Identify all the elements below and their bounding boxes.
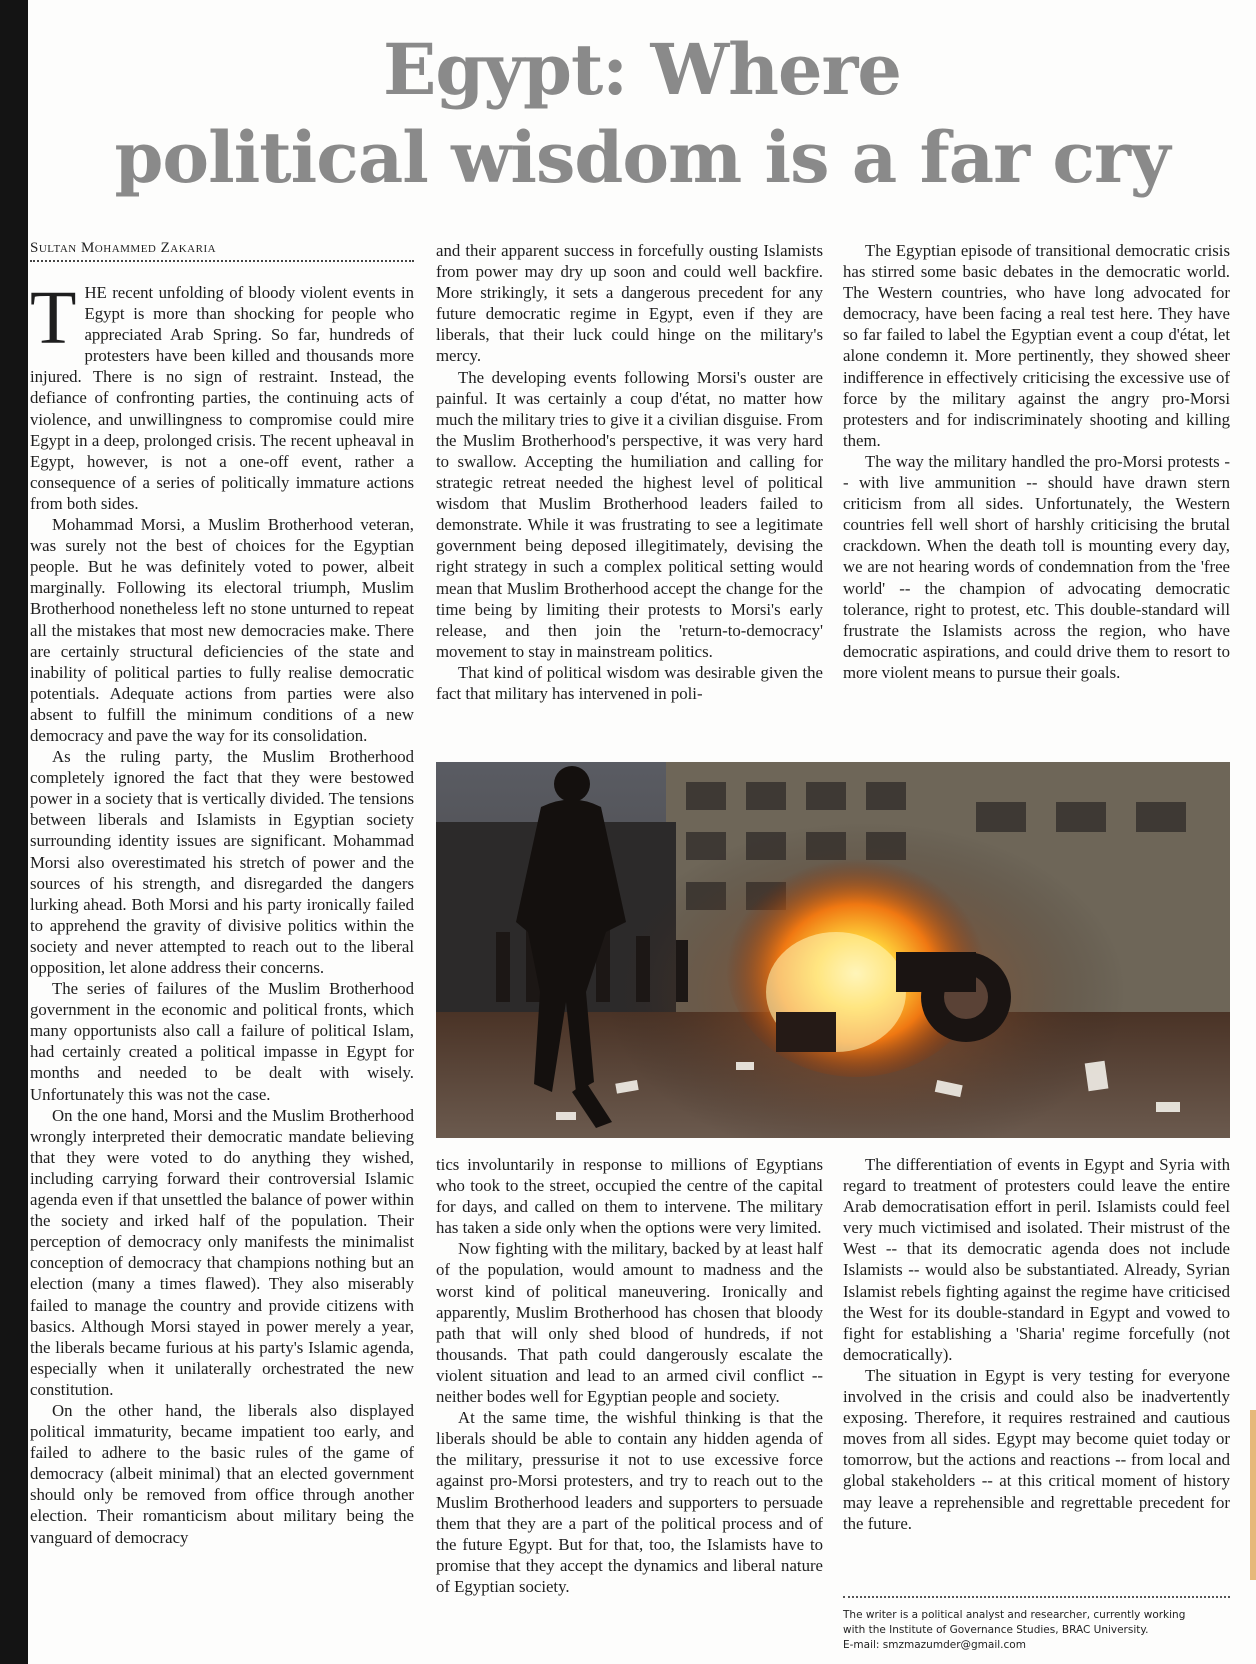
author-note-rule: [843, 1596, 1230, 1598]
column-middle-top: [436, 240, 823, 704]
drop-cap: T: [30, 276, 77, 360]
paragraph: The series of failures of the Muslim Brotherhood government in the economic and political fronts, which many opportunists also call a failure of political Islam, had certainly created a political impasse in Egypt for months and needed to be dealt with wisely. Unfortunately this was not the case.: [30, 979, 414, 1104]
column-left: [30, 276, 414, 1548]
paragraph: Now fighting with the military, backed by at least half of the population, would amount to madness and the worst kind of political maneuvering. Ironically and apparently, Muslim Brotherhood has chosen that bloody path that will only shed blood of hundreds, if not thousands. That path could dangerously escalate the violent situation and lead to an armed civil conflict -- neither bodes well for Egyptian people and society.: [436, 1239, 823, 1407]
byline: Sultan Mohammed Zakaria: [30, 240, 217, 256]
author-note: [843, 1608, 1230, 1653]
paragraph: tics involuntarily in response to millions of Egyptians who took to the street, occupied the centre of the capital for days, and called on them to intervene. The military has taken a side only when the options were very limited.: [436, 1155, 823, 1238]
author-note-line: The writer is a political analyst and researcher, currently working: [843, 1609, 1186, 1621]
paragraph: The developing events following Morsi's ouster are painful. It was certainly a coup d'état, no matter how much the military tries to give it a civilian disguise. From the Muslim Brotherhood's perspective, it was very hard to swallow. Accepting the humiliation and calling for strategic retreat needed the highest level of political wisdom that Muslim Brotherhood leaders failed to demonstrate. While it was frustrating to see a legitimate government being deposed illegitimately, devising the right strategy in such a complex political setting would mean that Muslim Brotherhood accept the change for the time being by limiting their protests to Morsi's early release, and then join the 'return-to-democracy' movement to stay in mainstream politics.: [436, 367, 823, 661]
author-email: E-mail: smzmazumder@gmail.com: [843, 1639, 1026, 1651]
page-edge-tab: [1250, 1410, 1256, 1580]
byline-rule: [30, 260, 414, 262]
column-right-bottom: [843, 1154, 1230, 1534]
headline: [28, 26, 1256, 202]
paragraph: Mohammad Morsi, a Muslim Brotherhood veteran, was surely not the best of choices for the Egyptian people. But he was definitely voted to power, albeit marginally. Following its electoral triumph, Muslim Brotherhood nonetheless left no stone unturned to repeat all the mistakes that most new democracies make. There are certainly structural deficiencies of the state and inability of political parties to fully realise democratic potentials. Adequate actions from parties were also absent to fulfill the minimum conditions of a new democracy and pave the way for its consolidation.: [30, 515, 414, 745]
paragraph: On the one hand, Morsi and the Muslim Brotherhood wrongly interpreted their democratic mandate believing that they were voted to do anything they wished, including carrying forward their controversial Islamic agenda even if that unsettled the balance of power within the society and irked half of the population. Their perception of democracy only manifests the minimalist conception of democracy that champions nothing but an election (many a times flawed). They also miserably failed to manage the country and provide citizens with basics. Although Morsi stayed in power merely a year, the liberals became furious at his party's Islamic agenda, especially when it unilaterally orchestrated the new constitution.: [30, 1105, 414, 1399]
page-edge-bar: [0, 0, 28, 1664]
paragraph: On the other hand, the liberals also displayed political immaturity, became impatient too early, and failed to adhere to the basic rules of the game of democracy (albeit minimal) that an elected government should only be removed from office through another election. Their romanticism about military being the vanguard of democracy: [30, 1400, 414, 1547]
paragraph: THE recent unfolding of bloody violent events in Egypt is more than shocking for people who appreciated Arab Spring. So far, hundreds of protesters have been killed and thousands more injured. There is no sign of restraint. Instead, the defiance of confronting parties, the continuing acts of violence, and unwillingness to compromise could mire Egypt in a deep, prolonged crisis. The recent upheaval in Egypt, however, is not a one-off event, rather a consequence of a series of politically immature actions from both sides.: [30, 276, 414, 513]
paragraph: The Egyptian episode of transitional democratic crisis has stirred some basic debates in the democratic world. The Western countries, who have long advocated for democracy, have been facing a real test here. They have so far failed to label the Egyptian event a coup d'état, let alone condemn it. More pertinently, they showed sheer indifference in effectively criticising the excessive use of force by the military against the angry pro-Morsi protesters and for indiscriminately shooting and killing them.: [843, 241, 1230, 450]
paragraph: The differentiation of events in Egypt and Syria with regard to treatment of protesters could leave the entire Arab democratisation effort in peril. Islamists could feel very much victimised and isolated. Their mistrust of the West -- that its democratic agenda does not include Islamists -- would also be substantiated. Already, Syrian Islamist rebels fighting against the regime have criticised the West for its double-standard in Egypt and vowed to fight for establishing a 'Sharia' regime forcefully (not democratically).: [843, 1155, 1230, 1364]
paragraph: The situation in Egypt is very testing for everyone involved in the crisis and could also be inadvertently exposing. Therefore, it requires restrained and cautious moves from all sides. Egypt may become quiet today or tomorrow, but the actions and reactions -- from local and global stakeholders -- at this critical moment of history may leave a reprehensible and regrettable precedent for the future.: [843, 1365, 1230, 1533]
photo-illustration: [436, 762, 1230, 1138]
paragraph: That kind of political wisdom was desirable given the fact that military has intervened in poli-: [436, 662, 823, 703]
paragraph: The way the military handled the pro-Morsi protests -- with live ammunition -- should have drawn stern criticism from all sides. Unfortunately, the Western countries fell well short of harshly criticising the brutal crackdown. When the death toll is mounting every day, we are not hearing words of condemnation from the 'free world' -- the champion of advocating democratic tolerance, right to protest, etc. This double-standard will frustrate the Islamists across the region, who have democratic aspirations, and could drive them to resort to more violent means to pursue their goals.: [843, 451, 1230, 682]
paragraph: As the ruling party, the Muslim Brotherhood completely ignored the fact that they were bestowed power in a society that is vertically divided. The tensions between liberals and Islamists in Egyptian society surrounding identity issues are significant. Mohammad Morsi also overestimated his stretch of power and the sources of his strength, and disregarded the dangers lurking ahead. Both Morsi and his party ironically failed to apprehend the gravity of divisive politics within the society and never attempted to reach out to the liberal opposition, let alone address their concerns.: [30, 747, 414, 977]
paragraph: At the same time, the wishful thinking is that the liberals should be able to contain any hidden agenda of the military, pressurise it not to use excessive force against pro-Morsi protesters, and try to reach out to the Muslim Brotherhood leaders and supporters to persuade them that they are a part of the political process and of the future Egypt. But for that, too, the Islamists have to promise that they accept the dynamics and liberal nature of Egyptian society.: [436, 1408, 823, 1596]
author-note-line: with the Institute of Governance Studies, BRAC University.: [843, 1624, 1149, 1636]
headline-line-2: political wisdom is a far cry: [114, 116, 1170, 199]
news-photo: [436, 762, 1230, 1138]
headline-line-1: Egypt: Where: [383, 28, 901, 111]
column-right-top: [843, 240, 1230, 683]
column-middle-bottom: [436, 1154, 823, 1597]
paragraph: and their apparent success in forcefully ousting Islamists from power may dry up soon and could well backfire. More strikingly, it sets a dangerous precedent for any future democratic regime in Egypt, even if they are liberals, that their luck could hinge on the military's mercy.: [436, 241, 823, 366]
